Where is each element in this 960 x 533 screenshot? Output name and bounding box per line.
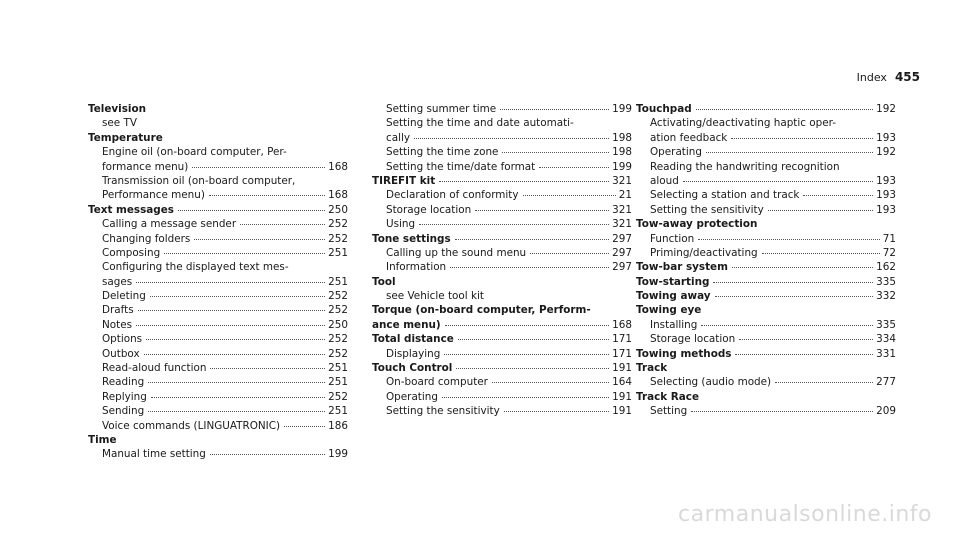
entry-text: Activating/deactivating haptic oper-	[650, 117, 836, 130]
leader-dots	[715, 296, 874, 297]
page-ref: 335	[876, 318, 896, 331]
leader-dots	[151, 397, 325, 398]
leader-dots	[148, 411, 325, 412]
leader-dots	[442, 397, 609, 398]
leader-dots	[539, 167, 609, 168]
index-subentry	[636, 188, 896, 202]
leader-dots	[148, 382, 325, 383]
index-entry	[372, 332, 632, 346]
page-ref: 277	[876, 376, 896, 389]
entry-text: Outbox	[102, 347, 140, 360]
leader-dots	[762, 253, 880, 254]
leader-dots	[178, 210, 325, 211]
index-subentry	[372, 217, 632, 231]
leader-dots	[701, 325, 873, 326]
index-subentry	[636, 174, 896, 188]
entry-text: Tone settings	[372, 232, 451, 245]
page-ref: 168	[328, 160, 348, 173]
leader-dots	[136, 325, 325, 326]
leader-dots	[504, 411, 609, 412]
page-ref: 209	[876, 405, 896, 418]
page-ref: 332	[876, 290, 896, 303]
leader-dots	[739, 339, 873, 340]
leader-dots	[458, 339, 609, 340]
entry-text: Text messages	[88, 203, 174, 216]
entry-text: Tow-starting	[636, 275, 710, 288]
index-entry	[88, 203, 348, 217]
page-ref: 193	[876, 174, 896, 187]
leader-dots	[210, 368, 325, 369]
page-ref: 191	[612, 362, 632, 375]
entry-text: Tow-bar system	[636, 261, 728, 274]
entry-text: Operating	[386, 390, 438, 403]
index-subentry	[88, 318, 348, 332]
entry-text: see TV	[102, 117, 137, 130]
entry-text: Engine oil (on-board computer, Per-	[102, 146, 287, 159]
index-subentry	[636, 232, 896, 246]
index-entry	[88, 433, 348, 447]
index-subentry	[372, 145, 632, 159]
entry-text: Storage location	[386, 203, 472, 216]
index-entry	[636, 260, 896, 274]
watermark: carmanualsonline.info	[678, 502, 932, 527]
index-entry	[636, 217, 896, 231]
index-subentry	[88, 145, 348, 159]
page-ref: 21	[618, 189, 632, 202]
entry-text: Deleting	[102, 290, 146, 303]
entry-text: Installing	[650, 318, 698, 331]
page-ref: 191	[612, 405, 632, 418]
entry-text: Temperature	[88, 131, 163, 144]
entry-text: Total distance	[372, 333, 454, 346]
leader-dots	[284, 426, 325, 427]
leader-dots	[146, 339, 325, 340]
page-ref: 72	[882, 246, 896, 259]
page-ref: 251	[328, 246, 348, 259]
page-ref: 252	[328, 290, 348, 303]
entry-text: Options	[102, 333, 143, 346]
leader-dots	[706, 152, 873, 153]
leader-dots	[696, 109, 873, 110]
leader-dots	[475, 210, 609, 211]
leader-dots	[192, 167, 325, 168]
entry-text: formance menu)	[102, 160, 189, 173]
entry-text: Touch Control	[372, 362, 453, 375]
page-ref: 331	[876, 347, 896, 360]
page-ref: 334	[876, 333, 896, 346]
entry-text: Composing	[102, 246, 161, 259]
entry-text: Touchpad	[636, 103, 692, 115]
entry-text: Television	[88, 103, 146, 115]
entry-text: Performance menu)	[102, 189, 205, 202]
leader-dots	[144, 354, 326, 355]
page-ref: 252	[328, 232, 348, 245]
entry-text: Storage location	[650, 333, 736, 346]
index-entry	[372, 232, 632, 246]
page-ref: 193	[876, 189, 896, 202]
index-entry	[636, 102, 896, 116]
entry-text: Calling a message sender	[102, 218, 237, 231]
entry-text: Time	[88, 433, 117, 446]
index-subentry	[88, 275, 348, 289]
entry-text: Setting the time/date format	[386, 160, 536, 173]
leader-dots	[691, 411, 873, 412]
page-ref: 252	[328, 304, 348, 317]
entry-text: Information	[386, 261, 447, 274]
index-subentry	[88, 332, 348, 346]
index-subentry	[636, 332, 896, 346]
entry-text: Setting the sensitivity	[650, 203, 764, 216]
entry-text: ation feedback	[650, 131, 728, 144]
page-ref: 251	[328, 275, 348, 288]
leader-dots	[445, 325, 610, 326]
entry-text: Reading the handwriting recognition	[650, 160, 840, 173]
index-entry	[636, 275, 896, 289]
leader-dots	[164, 253, 325, 254]
index-subentry	[372, 260, 632, 274]
index-column-3	[636, 102, 896, 419]
index-subentry	[88, 404, 348, 418]
index-subentry	[88, 390, 348, 404]
page-ref: 251	[328, 362, 348, 375]
entry-text: Function	[650, 232, 695, 245]
entry-text: aloud	[650, 174, 679, 187]
leader-dots	[698, 239, 880, 240]
page-ref: 297	[612, 261, 632, 274]
entry-text: Drafts	[102, 304, 134, 317]
leader-dots	[502, 152, 609, 153]
entry-text: Notes	[102, 318, 133, 331]
entry-text: Tool	[372, 275, 396, 288]
index-subentry	[372, 188, 632, 202]
entry-text: see Vehicle tool kit	[386, 290, 484, 303]
page-ref: 171	[612, 333, 632, 346]
leader-dots	[500, 109, 609, 110]
leader-dots	[683, 181, 873, 182]
index-subentry	[372, 375, 632, 389]
leader-dots	[775, 382, 873, 383]
leader-dots	[456, 368, 609, 369]
entry-text: Setting the time zone	[386, 146, 499, 159]
page-ref: 335	[876, 275, 896, 288]
entry-text: Calling up the sound menu	[386, 246, 527, 259]
page-ref: 191	[612, 390, 632, 403]
leader-dots	[414, 138, 609, 139]
page-ref: 252	[328, 347, 348, 360]
entry-text: Track Race	[636, 390, 699, 403]
leader-dots	[150, 296, 325, 297]
index-entry	[636, 390, 896, 404]
leader-dots	[209, 195, 325, 196]
leader-dots	[735, 354, 873, 355]
index-subentry	[372, 160, 632, 174]
index-entry	[372, 303, 632, 317]
index-subentry	[372, 246, 632, 260]
index-entry	[636, 361, 896, 375]
page-ref: 250	[328, 318, 348, 331]
entry-text: ance menu)	[372, 318, 441, 331]
index-subentry	[88, 174, 348, 188]
index-entry	[372, 275, 632, 289]
page-ref: 199	[612, 160, 632, 173]
entry-text: Manual time setting	[102, 448, 206, 461]
page-ref: 250	[328, 203, 348, 216]
index-subentry	[88, 361, 348, 375]
leader-dots	[713, 282, 873, 283]
leader-dots	[439, 181, 609, 182]
leader-dots	[523, 195, 616, 196]
index-entry	[636, 303, 896, 317]
index-entry	[372, 361, 632, 375]
index-entry	[372, 174, 632, 188]
index-subentry	[636, 116, 896, 130]
entry-text: Declaration of conformity	[386, 189, 519, 202]
leader-dots	[455, 239, 610, 240]
page-ref: 192	[876, 146, 896, 159]
leader-dots	[419, 224, 609, 225]
entry-text: Displaying	[386, 347, 441, 360]
index-subentry	[372, 203, 632, 217]
leader-dots	[136, 282, 325, 283]
index-subentry	[372, 404, 632, 418]
entry-text: Changing folders	[102, 232, 191, 245]
index-subentry	[636, 160, 896, 174]
entry-text: Towing away	[636, 290, 711, 303]
index-subentry	[636, 203, 896, 217]
page-ref: 321	[612, 203, 632, 216]
index-subentry	[636, 145, 896, 159]
leader-dots	[210, 454, 325, 455]
page-ref: 162	[876, 261, 896, 274]
entry-text: Replying	[102, 390, 147, 403]
entry-text: Operating	[650, 146, 702, 159]
entry-text: Voice commands (LINGUATRONIC)	[102, 419, 281, 432]
index-subentry	[88, 232, 348, 246]
page-ref: 199	[328, 448, 348, 461]
entry-text: Selecting a station and track	[650, 189, 800, 202]
leader-dots	[803, 195, 873, 196]
index-subentry	[88, 217, 348, 231]
index-column-2	[372, 102, 632, 419]
index-entry	[372, 318, 632, 332]
entry-text: Towing eye	[636, 304, 702, 317]
page-ref: 251	[328, 376, 348, 389]
entry-text: Reading	[102, 376, 145, 389]
page-ref: 198	[612, 131, 632, 144]
index-subentry	[88, 160, 348, 174]
page-ref: 321	[612, 218, 632, 231]
entry-text: Setting the sensitivity	[386, 405, 500, 418]
section-label: Index	[856, 71, 887, 84]
page-ref: 321	[612, 174, 632, 187]
index-subentry	[636, 375, 896, 389]
index-subentry	[372, 390, 632, 404]
page-ref: 252	[328, 218, 348, 231]
leader-dots	[138, 310, 326, 311]
leader-dots	[444, 354, 609, 355]
leader-dots	[450, 267, 609, 268]
index-subentry	[636, 404, 896, 418]
page-ref: 199	[612, 103, 632, 115]
page-ref: 71	[882, 232, 896, 245]
index-subentry	[88, 303, 348, 317]
page-ref: 168	[612, 318, 632, 331]
index-entry	[636, 289, 896, 303]
page-ref: 198	[612, 146, 632, 159]
page-number: 455	[894, 70, 920, 84]
entry-text: Track	[636, 362, 668, 375]
page-ref: 168	[328, 189, 348, 202]
index-column-1	[88, 102, 348, 462]
index-subentry	[88, 246, 348, 260]
leader-dots	[530, 253, 609, 254]
index-subentry	[88, 116, 348, 130]
page-ref: 297	[612, 246, 632, 259]
page-ref: 192	[876, 103, 896, 115]
entry-text: Configuring the displayed text mes-	[102, 261, 289, 274]
index-subentry	[88, 347, 348, 361]
leader-dots	[731, 138, 873, 139]
page-ref: 186	[328, 419, 348, 432]
leader-dots	[240, 224, 325, 225]
entry-text: Read-aloud function	[102, 362, 207, 375]
index-subentry	[88, 289, 348, 303]
index-subentry	[636, 318, 896, 332]
entry-text: Torque (on-board computer, Perform-	[372, 304, 591, 317]
index-subentry	[372, 131, 632, 145]
entry-text: cally	[386, 131, 411, 144]
entry-text: Selecting (audio mode)	[650, 376, 772, 389]
index-subentry	[372, 116, 632, 130]
page-ref: 251	[328, 405, 348, 418]
index-subentry	[372, 102, 632, 116]
entry-text: Transmission oil (on-board computer,	[102, 174, 296, 187]
entry-text: Setting summer time	[386, 103, 497, 115]
index-subentry	[88, 447, 348, 461]
entry-text: Sending	[102, 405, 145, 418]
entry-text: TIREFIT kit	[372, 174, 436, 187]
page-ref: 297	[612, 232, 632, 245]
leader-dots	[492, 382, 609, 383]
page-ref: 252	[328, 390, 348, 403]
page-header	[857, 70, 920, 84]
index-entry	[636, 347, 896, 361]
index-subentry	[88, 375, 348, 389]
index-subentry	[372, 347, 632, 361]
index-entry	[88, 131, 348, 145]
leader-dots	[194, 239, 325, 240]
index-subentry	[88, 188, 348, 202]
leader-dots	[732, 267, 873, 268]
index-subentry	[372, 289, 632, 303]
index-subentry	[88, 260, 348, 274]
index-entry	[88, 102, 348, 116]
leader-dots	[768, 210, 873, 211]
entry-text: Tow-away protection	[636, 218, 758, 231]
entry-text: Priming/deactivating	[650, 246, 758, 259]
index-subentry	[636, 131, 896, 145]
index-subentry	[88, 419, 348, 433]
page-ref: 193	[876, 203, 896, 216]
page-ref: 252	[328, 333, 348, 346]
entry-text: Using	[386, 218, 416, 231]
entry-text: sages	[102, 275, 133, 288]
entry-text: On-board computer	[386, 376, 488, 389]
entry-text: Setting the time and date automati-	[386, 117, 574, 130]
page-ref: 164	[612, 376, 632, 389]
page-ref: 171	[612, 347, 632, 360]
page-ref: 193	[876, 131, 896, 144]
entry-text: Towing methods	[636, 347, 732, 360]
index-subentry	[636, 246, 896, 260]
entry-text: Setting	[650, 405, 688, 418]
